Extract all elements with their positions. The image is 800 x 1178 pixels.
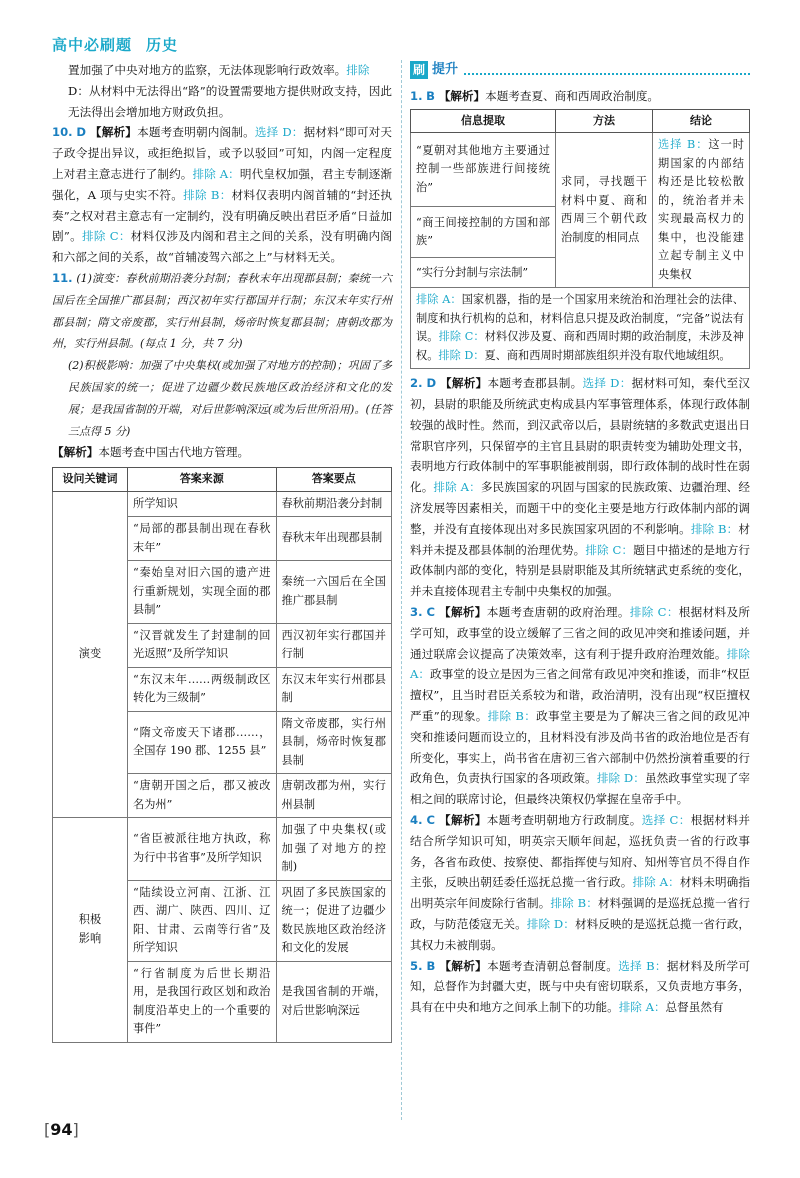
table-header: 设问关键词 [53, 468, 128, 492]
q5-answer: 5. B 【解析】本题考查清朝总督制度。选择 B：据材料及所学可知，总督作为封疆大吏，既与中央有密切联系，又负责地方事务，具有在中央和地方之间承上制下的功能。排除 A：总督虽然有 [410, 958, 750, 1015]
table-row: “陆续设立河南、江浙、江西、湖广、陕西、四川、辽阳、甘肃、云南等行省”及所学知识 巩固了多民族国家的统一；促进了边疆少数民族地区政治经济和文化的发展 [53, 880, 392, 961]
table-row: “夏朝对其他地方主要通过控制一些部族进行间接统治” 求同，寻找题干材料中夏、商和西周三个朝代政治制度的相同点 选择 B：这一时期国家的内部结构还是比较松散的，统治者并未实现最高权力的集中，也没能建立起专制主义中央集权 [411, 133, 750, 206]
table-row: “唐朝开国之后，郡又被改名为州” 唐朝改郡为州，实行州县制 [53, 774, 392, 818]
page-header [52, 34, 178, 55]
table-row: “商王间接控制的方国和部族” [411, 206, 750, 258]
q4-answer: 4. C 【解析】本题考查明朝地方行政制度。选择 C：根据材料并结合所学知识可知，明英宗天顺年间起，巡抚负责一省的行政事务，各省布政使、按察使、都指挥使与知府、知州等官员不得自作主张，反映出朝廷委任巡抚总揽一省行政。排除 A：材料未明确指出明英宗年间废除行省制。排除 B：材料强调的是巡抚总揽一省行政，与防范倭寇无关。排除 D：材料反映的是巡抚总揽一省行政，其权力未被削弱。 [410, 813, 750, 952]
column-divider [401, 60, 402, 1120]
q11-answer-1: 11. (1)演变：春秋前期沿袭分封制；春秋末年出现郡县制；秦统一六国后在全国推广郡县制；西汉初年实行郡国并行制；东汉末年实行州郡县制；隋文帝废郡，实行州县制，炀帝时恢复郡县制；唐朝改郡为州，实行州县制。(每点 1 分，共 7 分) [52, 270, 392, 351]
q9-continuation: 置加强了中央对地方的监察，无法体现影响行政效率。排除 D：从材料中无法得出“路”的设置需要地方提供财政支持，因此无法得出会增加地方财政负担。 [68, 63, 392, 119]
q1-answer: 1. B 【解析】本题考查夏、商和西周政治制度。 [410, 89, 660, 103]
page-number: [ 94 ] [44, 1120, 79, 1139]
section-label: 提升 [432, 61, 459, 77]
table-row: “实行分封制与宗法制” [411, 258, 750, 288]
table-row: “汉晋就发生了封建制的回光返照”及所学知识 西汉初年实行郡国并行制 [53, 623, 392, 667]
brush-icon: 刷 [410, 61, 428, 79]
table-row: “行省制度为后世长期沿用，是我国行政区划和政治制度沿革史上的一个重要的事件” 是我国省制的开端，对后世影响深远 [53, 961, 392, 1042]
left-column [52, 60, 392, 1043]
table-row: 排除 A：国家机器，指的是一个国家用来统治和治理社会的法律、制度和执行机构的总和，材料信息只提及政治制度，“完备”说法有误。排除 C：材料仅涉及夏、商和西周时期的政治制度，未涉及神权。排除 D：夏、商和西周时期部族组织并没有取代地域组织。 [411, 288, 750, 369]
table-header: 结论 [653, 109, 750, 133]
table-header: 方法 [556, 109, 653, 133]
table-row: 积极 影响 “省臣被派往地方执政，称为行中书省事”及所学知识 加强了中央集权(或加强了对地方的控制) [53, 818, 392, 881]
category-cell: 演变 [53, 491, 128, 818]
q10-answer: 10. D 【解析】本题考查明朝内阁制。选择 D：据材料“即可对天子政令提出异议，或拒绝拟旨，或予以驳回”可知，内阁一定程度上对君主意志进行了制约。排除 A：明代皇权加强，君主专制逐渐强化，A 项与史实不符。排除 B：材料仅表明内阁首辅的“封还执奏”之权对君主意志有一定制约，没有明确反映出君臣矛盾“日益加剧”。排除 C：材料仅涉及内阁和君主之间的关系，没有明确内阁和六部之间的关系，故“首辅凌驾六部之上”与材料无关。 [52, 125, 392, 265]
table-header: 答案要点 [276, 468, 392, 492]
table-row: “隋文帝废天下诸郡……，全国存 190 郡、1255 县” 隋文帝废郡，实行州县制，炀帝时恢复郡县制 [53, 711, 392, 774]
right-column [410, 60, 750, 1018]
book-title: 高中必刷题 [52, 36, 133, 54]
q11-analysis-table [52, 467, 392, 1043]
section-header [410, 60, 750, 80]
q11-answer-2: (2)积极影响：加强了中央集权(或加强了对地方的控制)；巩固了多民族国家的统一；促进了边疆少数民族地区政治经济和文化的发展；是我国省制的开端，对后世影响深远(或为后世所沿用)。(任答三点得 5 分) [68, 359, 392, 438]
table-row: “局部的郡县制出现在春秋末年” 春秋末年出现郡县制 [53, 517, 392, 561]
subject-title: 历史 [146, 36, 179, 54]
q2-answer: 2. D 【解析】本题考查郡县制。选择 D：据材料可知，秦代至汉初，县尉的职能及所统武吏构成县内军事管理体系，体现行政体制较强的战时性。然而，到汉武帝以后，县尉统辖的多数武吏退出日常职官序列，只保留亭的主官且县尉的职责转变为辅助处理文书，表明地方行政体制中的军事职能被削弱，即行政体制的战时性在弱化。排除 A：多民族国家的巩固与国家的民族政策、边疆治理、经济发展等因素相关，而题干中的变化主要是地方行政体制内部的调整，并没有直接体现出对多民族国家巩固的不利影响。排除 B：材料并未提及郡县体制的治理优势。排除 C：题目中描述的是地方行政体制内部的变化，特别是县尉职能及其所统辖武吏系统的变化，并未直接体现君主专制中央集权的加强。 [410, 376, 750, 599]
table-header: 信息提取 [411, 109, 556, 133]
table-row: “秦始皇对旧六国的遗产进行重新规划，实现全面的郡县制” 秦统一六国后在全国推广郡县制 [53, 561, 392, 624]
q3-answer: 3. C 【解析】本题考查唐朝的政府治理。排除 C：根据材料及所学可知，政事堂的设立缓解了三省之间的政见冲突和推诿问题，并通过联席会议提高了决策效率，这有利于提升政府治理效能。排除 A：政事堂的设立是因为三省之间常有政见冲突和推诿，而非“权臣擅权”，且当时君臣关系较为和谐，政治清明，没有出现“权臣擅权严重”的现象。排除 B：政事堂主要是为了解决三省之间的政见冲突和推诿问题而设立的，且材料没有涉及尚书省的政治地位是否有所变化，事实上，尚书省在唐初三省六部制中仍然扮演着重要的行政角色，负责执行国家的各项政策。排除 D：虽然政事堂实现了宰相之间的联席讨论，但最终决策权仍掌握在皇帝手中。 [410, 605, 750, 807]
dotted-rule [464, 65, 750, 75]
table-header: 答案来源 [128, 468, 277, 492]
category-cell: 积极 影响 [53, 818, 128, 1043]
table-row: “东汉末年……两级制政区转化为三级制” 东汉末年实行州郡县制 [53, 667, 392, 711]
q1-analysis-table [410, 109, 750, 370]
q11-analysis: 【解析】本题考查中国古代地方管理。 [52, 445, 250, 460]
table-row: 演变 所学知识 春秋前期沿袭分封制 [53, 491, 392, 517]
